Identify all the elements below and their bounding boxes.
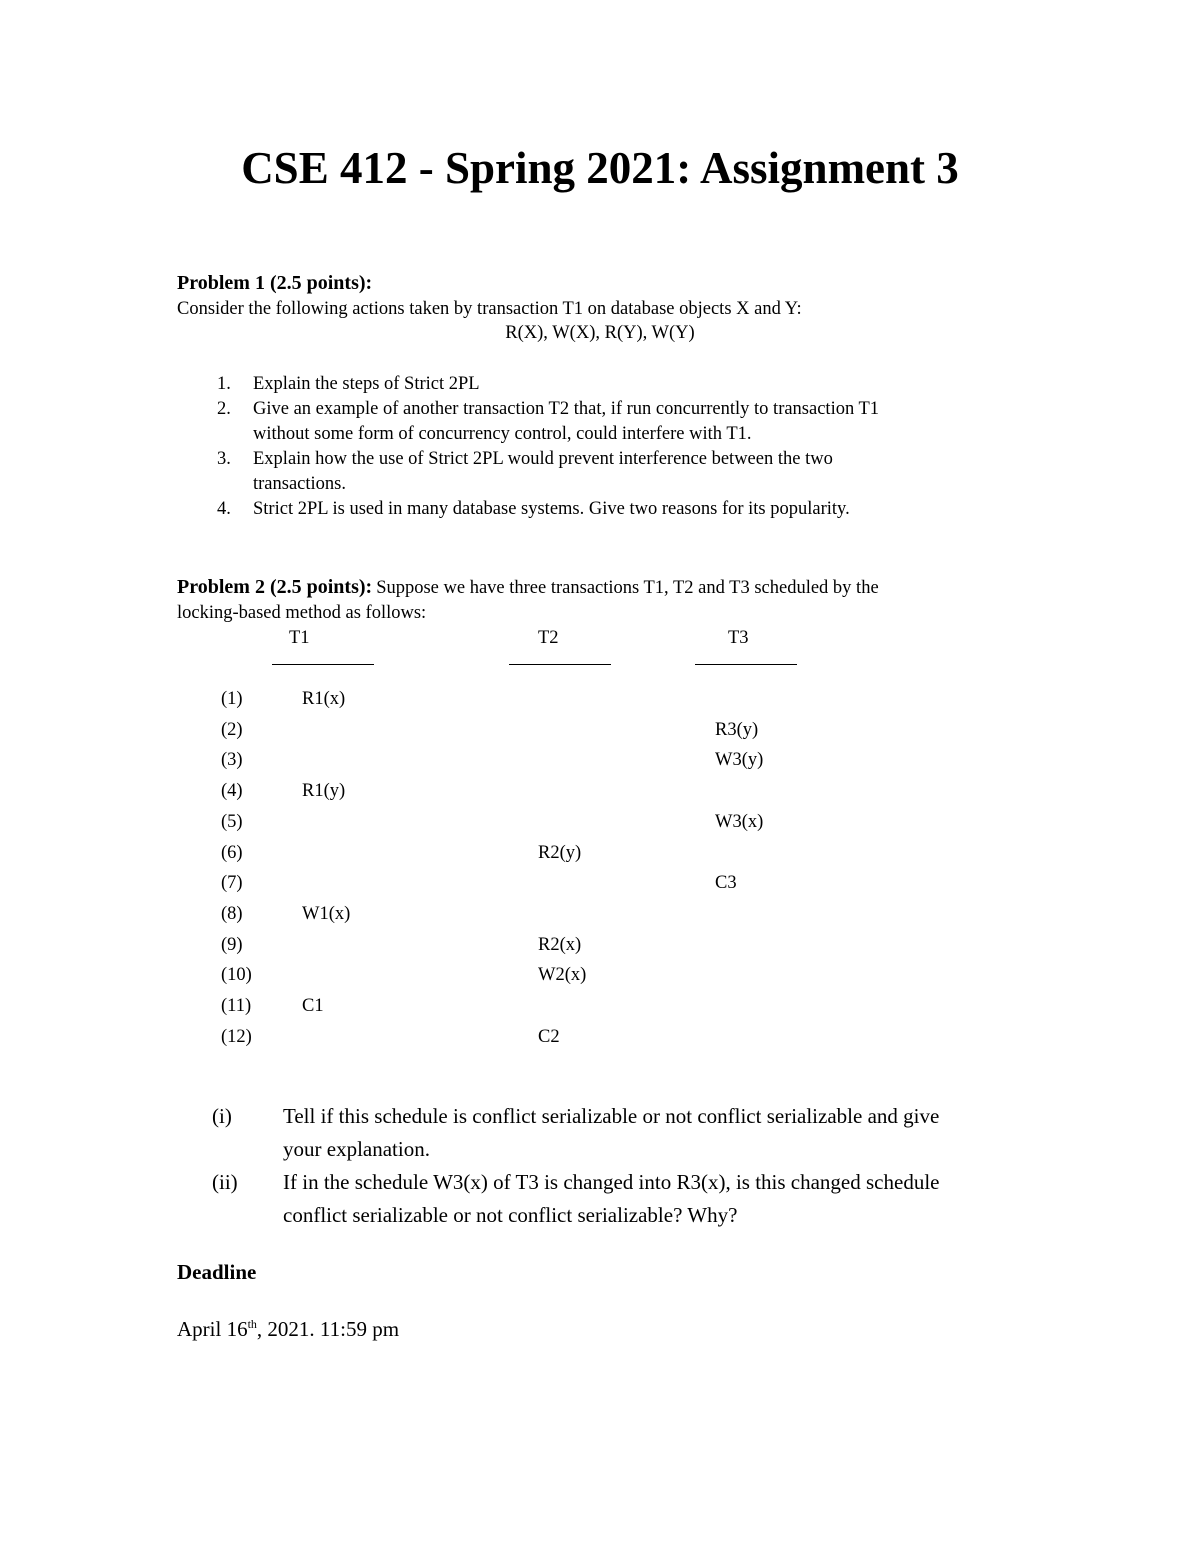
list-item-line: Strict 2PL is used in many database systems. Give two reasons for its popularity. [253,499,850,519]
column-rule-t3 [695,664,797,665]
schedule-step: (9) [221,934,243,955]
problem2-heading: Problem 2 (2.5 points): [177,576,373,598]
column-header-t3: T3 [728,628,749,648]
list-item-line: Explain the steps of Strict 2PL [253,374,480,394]
list-item-line: Give an example of another transaction T2 that, if run concurrently to transaction T1 [253,399,880,419]
list-item-line: without some form of concurrency control, could interfere with T1. [253,424,752,444]
schedule-step: (6) [221,842,243,863]
schedule-op-t2: W2(x) [538,965,587,986]
schedule-op-t3: W3(x) [715,811,764,832]
schedule-step: (2) [221,719,243,740]
list-item-number: 2. [217,399,231,419]
list-item-line: transactions. [253,474,346,494]
list-item-number: 3. [217,449,231,469]
schedule-op-t1: R1(x) [302,689,346,709]
question-line: If in the schedule W3(x) of T3 is changed into R3(x), is this changed schedule [283,1170,940,1194]
column-header-t1: T1 [289,628,310,648]
schedule-op-t1: R1(y) [302,781,346,802]
schedule-op-t2: C2 [538,1026,560,1047]
problem2-intro-line2: locking-based method as follows: [177,603,427,623]
list-item-number: 1. [217,374,231,394]
deadline-heading: Deadline [177,1260,257,1284]
problem1-actions: R(X), W(X), R(Y), W(Y) [505,323,695,343]
schedule-op-t2: R2(x) [538,934,582,955]
schedule-step: (12) [221,1026,252,1047]
question-number: (i) [212,1104,232,1128]
page-title: CSE 412 - Spring 2021: Assignment 3 [241,143,959,193]
schedule-step: (3) [221,750,243,771]
deadline-date-suffix: , 2021. 11:59 pm [256,1317,400,1341]
deadline-date-sup: th [247,1317,257,1331]
schedule-step: (8) [221,903,243,924]
column-rule-t2 [509,664,611,665]
deadline-date [177,1315,399,1343]
schedule-op-t2: R2(y) [538,842,582,863]
schedule-op-t1: W1(x) [302,903,351,924]
question-line: conflict serializable or not conflict serializable? Why? [283,1203,738,1227]
schedule-op-t1: C1 [302,996,324,1016]
problem2-intro-line1 [177,576,879,600]
schedule-op-t3: W3(y) [715,750,764,771]
schedule-step: (10) [221,965,252,986]
schedule-step: (11) [221,996,252,1016]
list-item-line: Explain how the use of Strict 2PL would prevent interference between the two [253,449,833,469]
schedule-step: (5) [221,811,243,832]
column-rule-t1 [272,664,374,665]
schedule-step: (7) [221,873,243,894]
deadline-date-prefix: April 16 [177,1317,248,1341]
schedule-step: (1) [221,689,243,709]
schedule-op-t3: C3 [715,873,737,894]
list-item-number: 4. [217,499,231,519]
question-line: your explanation. [283,1137,430,1161]
column-header-t2: T2 [538,628,559,648]
schedule-op-t3: R3(y) [715,719,759,740]
question-number: (ii) [212,1170,238,1194]
problem2-intro-text: Suppose we have three transactions T1, T2 and T3 scheduled by the [376,578,879,598]
problem1-heading: Problem 1 (2.5 points): [177,272,373,294]
schedule-step: (4) [221,781,243,802]
question-line: Tell if this schedule is conflict serializable or not conflict serializable and give [283,1104,940,1128]
problem1-intro: Consider the following actions taken by transaction T1 on database objects X and Y: [177,299,802,319]
